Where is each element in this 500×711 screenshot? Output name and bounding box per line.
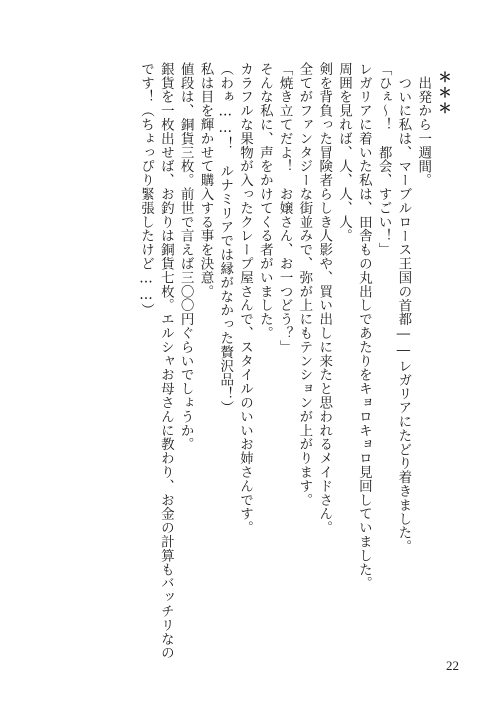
text-line: 出発から一週間。	[415, 75, 432, 187]
text-line: 値段は、銅貨三枚。前世で言えば三〇〇円ぐらいでしょうか。	[177, 62, 194, 452]
text-line: 周囲を見れば、人、人、人。	[336, 62, 353, 243]
body-text	[32, 62, 452, 660]
text-line: 銀貨を一枚出せば、お釣りは銅貨七枚。エルシャお母さんに教わり、お金の計算もバッチリなの	[157, 62, 174, 660]
text-line: 全てがファンタジーな街並みで、弥が上にもテンションが上がります。	[296, 62, 313, 507]
text-line: レガリアに着いた私は、田舎もの丸出しであたりをキョロキョロ見回していました。	[355, 62, 372, 591]
text-line: カラフルな果物が入ったクレープ屋さんで、スタイルのいいお姉さんです。	[237, 62, 254, 535]
text-line: ついに私は、マーブルロース王国の首都――レガリアにたどり着きました。	[395, 75, 412, 554]
text-line: 剣を背負った冒険者らしき人影や、買い出しに来たと思われるメイドさん。	[316, 62, 333, 535]
text-line: 私は目を輝かせて購入する事を決意。	[197, 62, 214, 299]
text-line: 「焼き立てだよ！ お嬢さん、お一つどう？」	[276, 62, 293, 354]
text-line: です！（ちょっぴり緊張したけど……）	[138, 62, 155, 318]
text-line: そんな私に、声をかけてくる者がいました。	[256, 62, 273, 340]
section-break-mark: ＊＊＊	[435, 70, 451, 117]
page-number: 22	[446, 658, 459, 673]
text-line: （わぁ……！ ルナミリアでは縁がなかった贅沢品！）	[217, 62, 234, 415]
text-line: 「ひぇ〜！ 都会、すごい！」	[375, 62, 392, 257]
